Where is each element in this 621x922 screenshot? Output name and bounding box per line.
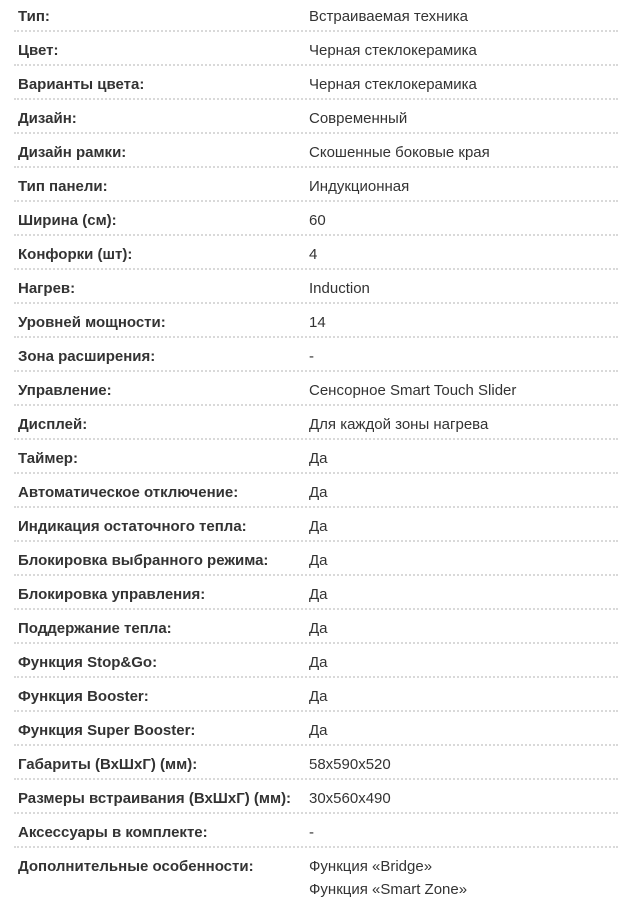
spec-label: Зона расширения: bbox=[18, 348, 156, 365]
spec-value: 30x560x490 bbox=[309, 790, 391, 807]
spec-value: Сенсорное Smart Touch Slider bbox=[309, 382, 517, 399]
spec-label: Блокировка выбранного режима: bbox=[18, 552, 269, 569]
spec-value-list bbox=[309, 850, 621, 910]
spec-label: Дисплей: bbox=[18, 416, 88, 433]
spec-row bbox=[0, 102, 621, 136]
spec-label: Габариты (ВхШхГ) (мм): bbox=[18, 756, 198, 773]
spec-value: Да bbox=[309, 484, 328, 501]
spec-label: Дизайн рамки: bbox=[18, 144, 127, 161]
spec-label: Нагрев: bbox=[18, 280, 76, 297]
spec-row-extra-features bbox=[0, 850, 621, 910]
spec-row bbox=[0, 340, 621, 374]
spec-label: Размеры встраивания (ВхШхГ) (мм): bbox=[18, 790, 292, 807]
spec-row bbox=[0, 204, 621, 238]
spec-row bbox=[0, 238, 621, 272]
spec-value: Черная стеклокерамика bbox=[309, 76, 477, 93]
spec-row bbox=[0, 306, 621, 340]
spec-value: 14 bbox=[309, 314, 326, 331]
spec-label: Дополнительные особенности: bbox=[18, 858, 254, 875]
spec-label: Тип панели: bbox=[18, 178, 108, 195]
spec-value: Для каждой зоны нагрева bbox=[309, 416, 489, 433]
spec-label: Варианты цвета: bbox=[18, 76, 145, 93]
spec-row bbox=[0, 816, 621, 850]
spec-value: Да bbox=[309, 654, 328, 671]
spec-value-line: Функция «Bridge» bbox=[309, 858, 433, 875]
spec-row bbox=[0, 442, 621, 476]
spec-row bbox=[0, 272, 621, 306]
spec-value: Да bbox=[309, 518, 328, 535]
spec-value: Черная стеклокерамика bbox=[309, 42, 477, 59]
spec-row bbox=[0, 34, 621, 68]
spec-row bbox=[0, 136, 621, 170]
spec-value: Да bbox=[309, 450, 328, 467]
spec-row bbox=[0, 544, 621, 578]
spec-row bbox=[0, 612, 621, 646]
spec-row bbox=[0, 68, 621, 102]
spec-value: Да bbox=[309, 620, 328, 637]
spec-row bbox=[0, 170, 621, 204]
spec-value: Индукционная bbox=[309, 178, 410, 195]
spec-row bbox=[0, 374, 621, 408]
spec-row bbox=[0, 0, 621, 34]
spec-label: Блокировка управления: bbox=[18, 586, 206, 603]
spec-label: Аксессуары в комплекте: bbox=[18, 824, 208, 841]
spec-label: Уровней мощности: bbox=[18, 314, 166, 331]
spec-value: 60 bbox=[309, 212, 326, 229]
spec-row bbox=[0, 476, 621, 510]
spec-label: Функция Stop&Go: bbox=[18, 654, 158, 671]
spec-value: Да bbox=[309, 586, 328, 603]
spec-label: Поддержание тепла: bbox=[18, 620, 172, 637]
spec-label: Функция Booster: bbox=[18, 688, 149, 705]
spec-label: Тип: bbox=[18, 8, 50, 25]
spec-value: Встраиваемая техника bbox=[309, 8, 468, 25]
spec-row bbox=[0, 408, 621, 442]
spec-label: Управление: bbox=[18, 382, 112, 399]
spec-value: Скошенные боковые края bbox=[309, 144, 490, 161]
spec-label: Цвет: bbox=[18, 42, 59, 59]
spec-label: Конфорки (шт): bbox=[18, 246, 133, 263]
spec-value: Да bbox=[309, 688, 328, 705]
spec-value: - bbox=[309, 824, 314, 841]
spec-value: Да bbox=[309, 722, 328, 739]
spec-value: Да bbox=[309, 552, 328, 569]
spec-row bbox=[0, 782, 621, 816]
spec-row bbox=[0, 714, 621, 748]
spec-label: Ширина (см): bbox=[18, 212, 117, 229]
spec-row bbox=[0, 578, 621, 612]
spec-value: 4 bbox=[309, 246, 318, 263]
spec-value: 58x590x520 bbox=[309, 756, 391, 773]
spec-row bbox=[0, 748, 621, 782]
spec-label: Дизайн: bbox=[18, 110, 77, 127]
spec-value: - bbox=[309, 348, 314, 365]
spec-row bbox=[0, 510, 621, 544]
spec-label: Функция Super Booster: bbox=[18, 722, 196, 739]
spec-row bbox=[0, 646, 621, 680]
spec-value: Современный bbox=[309, 110, 408, 127]
spec-label: Автоматическое отключение: bbox=[18, 484, 239, 501]
spec-label: Таймер: bbox=[18, 450, 78, 467]
spec-label: Индикация остаточного тепла: bbox=[18, 518, 247, 535]
spec-value-line: Функция «Smart Zone» bbox=[309, 881, 468, 898]
spec-value: Induction bbox=[309, 280, 370, 297]
spec-row bbox=[0, 680, 621, 714]
